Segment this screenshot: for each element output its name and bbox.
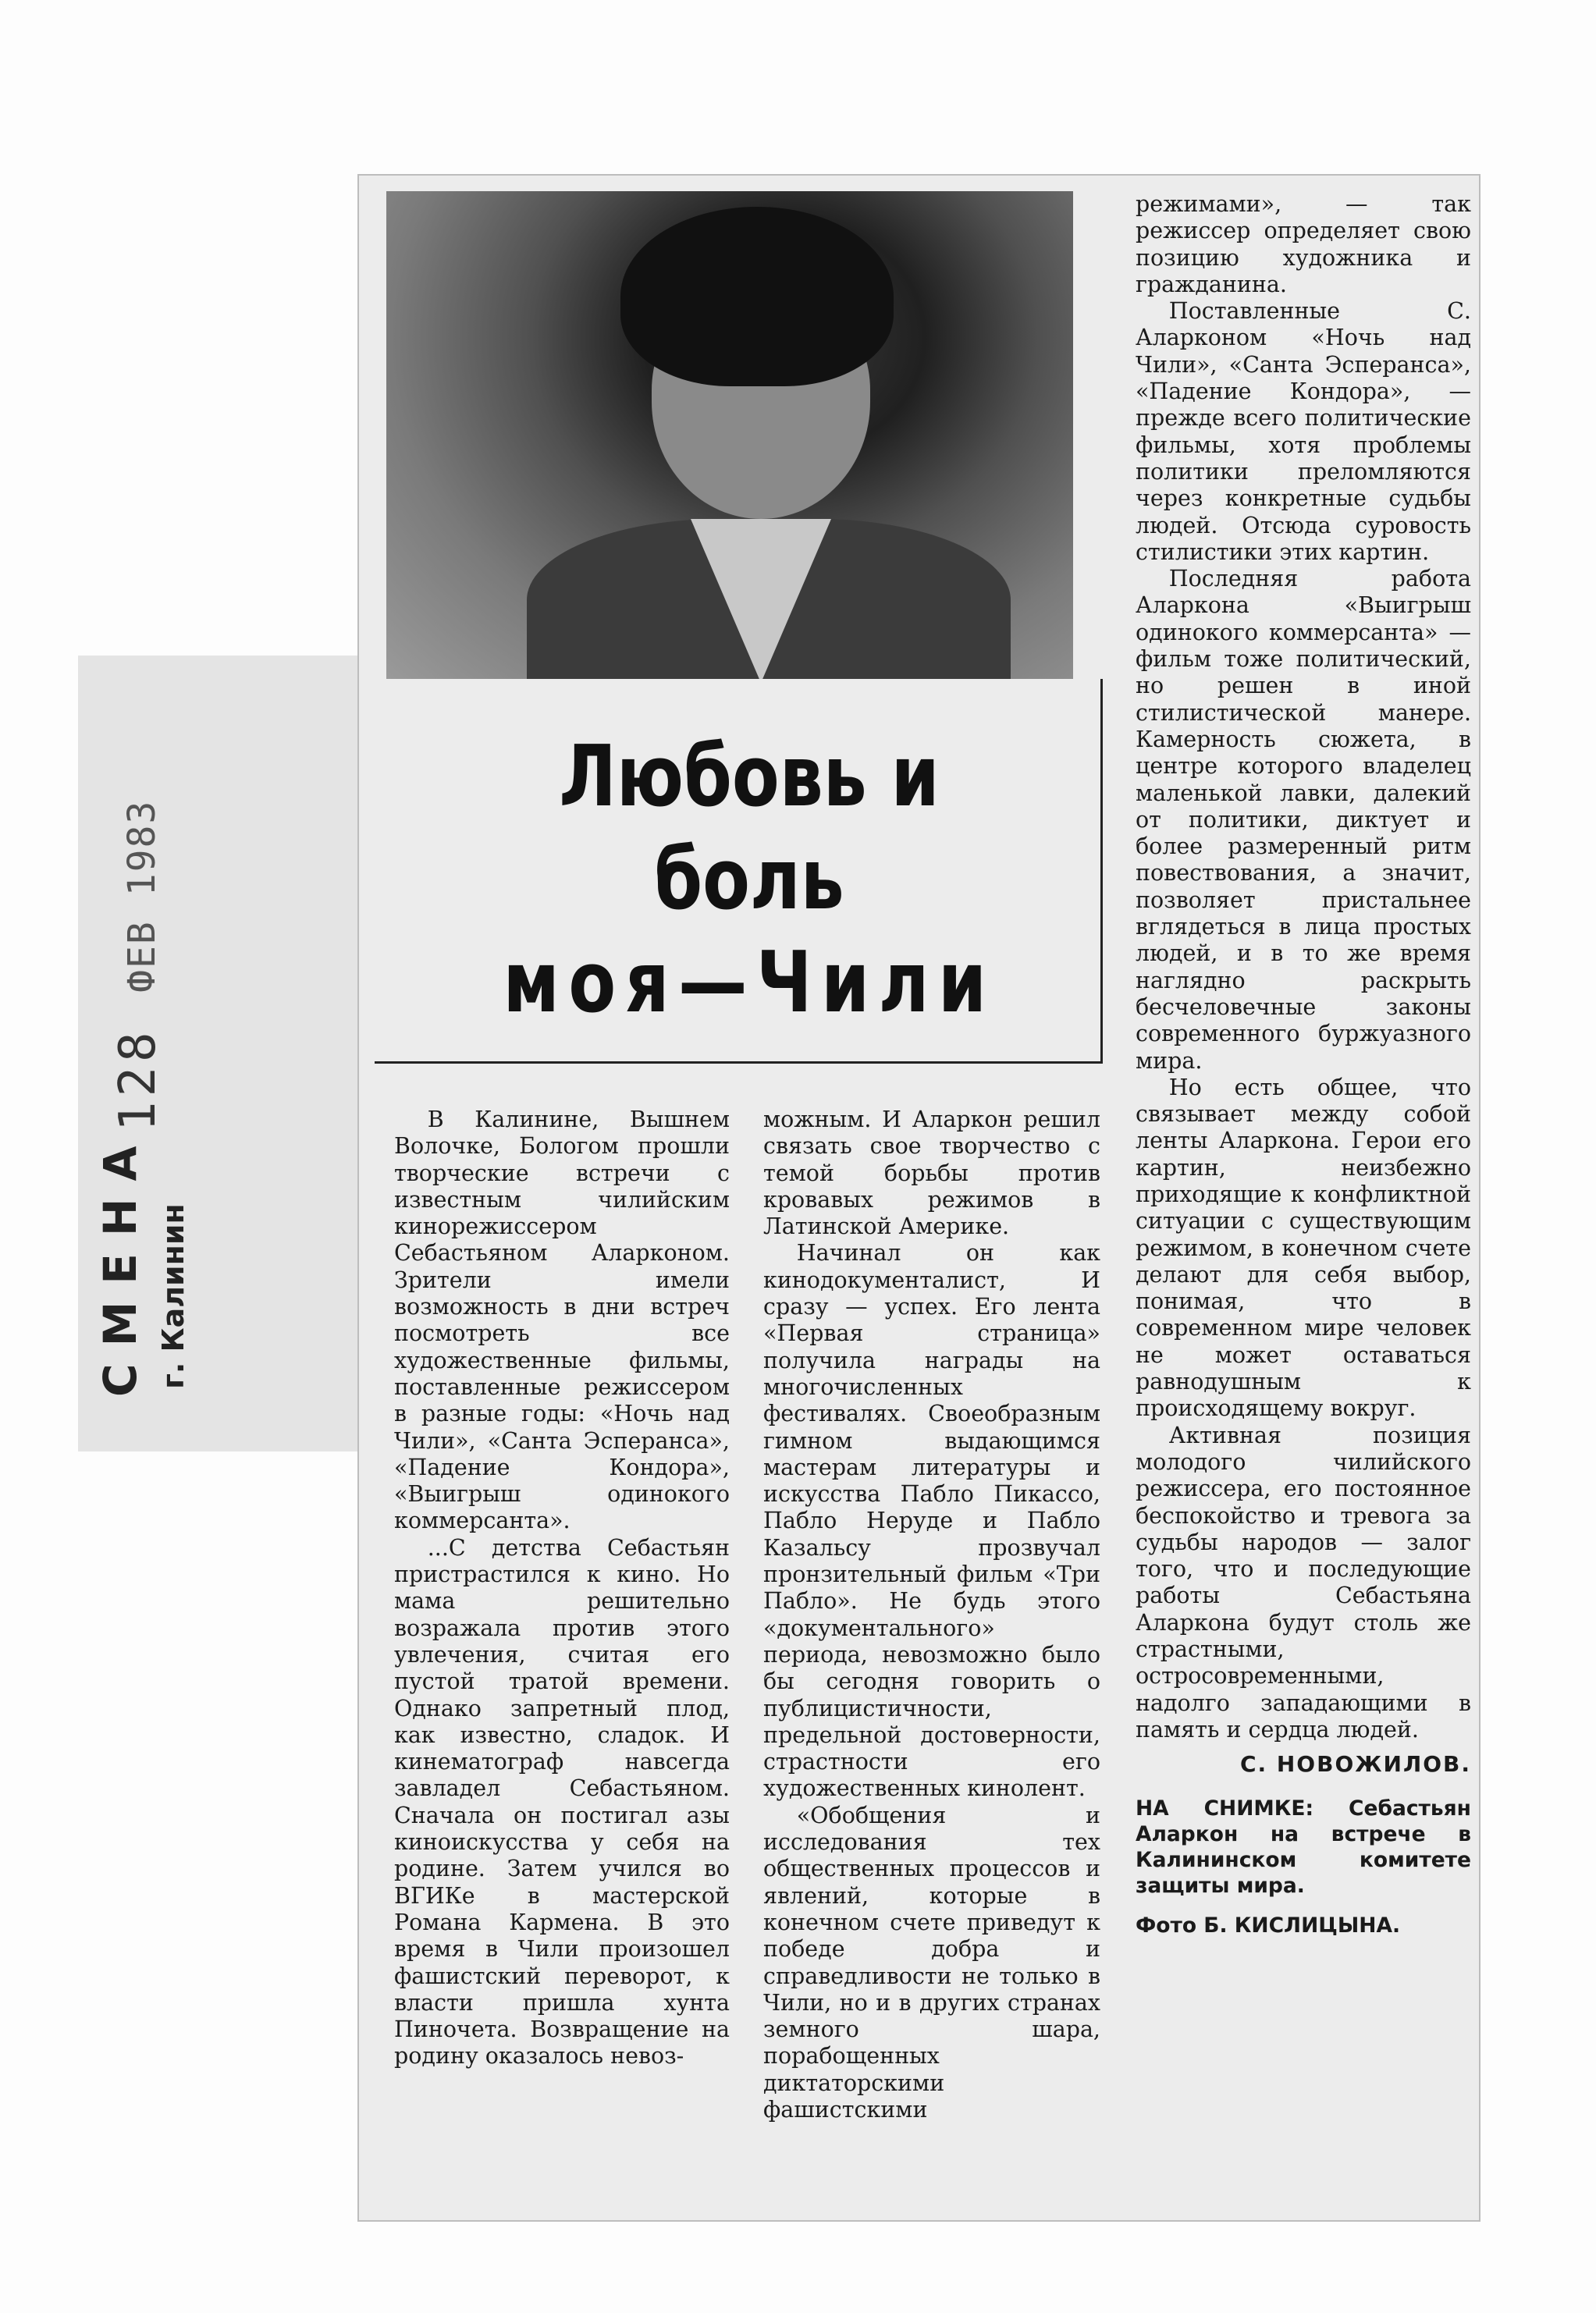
- stamp-newspaper-name: СМЕНА: [94, 1128, 147, 1397]
- paragraph: «Обобщения и исследования тех общественных процессов и явлений, которые в конечном счете приведут к победе добра и справедливости не только в Чили, но и в других странах земного шара, порабощенных диктаторскими фашистскими: [763, 1802, 1100, 2123]
- newspaper-stamp: [94, 616, 297, 1397]
- paragraph: Но есть общее, что связывает между собой ленты Аларкона. Герои его картин, неизбежно приходящие к конфликтной ситуации с существующим режимом, в конечном счете делают для себя выбор, понимая, что в современном мире человек не может оставаться равнодушным к происходящему вокруг.: [1136, 1074, 1471, 1422]
- headline-line-1: Любовь и боль: [559, 728, 940, 929]
- paragraph: В Калинине, Вышнем Волочке, Бологом прошли творческие встречи с известным чилийским кинорежиссером Себастьяном Аларконом. Зрители имели возможность в дни встреч посмотреть все художественные фильмы, поставленные режиссером в разные годы: «Ночь над Чили», «Санта Эсперанса», «Падение Кондора», «Выигрыш одинокого коммерсанта».: [394, 1107, 730, 1534]
- paragraph: Поставленные С. Аларконом «Ночь над Чили», «Санта Эсперанса», «Падение Кондора», — прежде всего политические фильмы, хотя проблемы политики преломляются через конкретные судьбы людей. Отсюда суровость стилистики этих картин.: [1136, 298, 1471, 565]
- paragraph: режимами», — так режиссер определяет свою позицию художника и гражданина.: [1136, 191, 1471, 297]
- photo-caption: НА СНИМКЕ: Себастьян Аларкон на встрече в Калининском комитете защиты мира.: [1136, 1796, 1471, 1898]
- stamp-day: 128: [109, 1027, 167, 1132]
- article-column-2: [763, 1107, 1100, 2123]
- photo-hair: [620, 207, 894, 386]
- headline-line-2: моя—Чили: [503, 933, 996, 1032]
- headline: [467, 726, 1031, 1034]
- photo-credit: Фото Б. КИСЛИЦЫНА.: [1136, 1913, 1401, 1938]
- article-column-3: [1136, 191, 1471, 1939]
- author-signature: С. НОВОЖИЛОВ.: [1239, 1751, 1471, 1778]
- stamp-city: г. Калинин: [156, 1203, 190, 1389]
- paragraph: Активная позиция молодого чилийского режиссера, его постоянное беспокойство и тревога за судьбы народов — залог того, что и последующие работы Себастьяна Аларкона будут столь же страстными, остросовременными, надолго западающими в память и сердца людей.: [1136, 1422, 1471, 1743]
- paragraph: ...С детства Себастьян пристрастился к кино. Но мама решительно возражала против этого увлечения, считая его пустой тратой времени. Однако запретный плод, как известно, сладок. И кинематограф навсегда завладел Себастьяном. Сначала он постигал азы киноискусства у себя на родине. Затем учился во ВГИКе в мастерской Романа Кармена. В это время в Чили произошел фашистский переворот, к власти пришла хунта Пиночета. Возвращение на родину оказалось невоз-: [394, 1534, 730, 2070]
- stamp-date: [109, 800, 167, 1132]
- paragraph: можным. И Аларкон решил связать свое творчество с темой борьбы против кровавых режимов в Латинской Америке.: [763, 1107, 1100, 1240]
- article-column-1: [394, 1107, 730, 2070]
- paragraph: Последняя работа Аларкона «Выигрыш одинокого коммерсанта» — фильм тоже политический, но решен в иной стилистической манере. Камерность сюжета, в центре которого владелец маленькой лавки, далекий от политики, диктует и более размеренный ритм повествования, а значит, позволяет пристальнее вглядеться в лица простых людей, и в то же время наглядно раскрыть бесчеловечные законы современного буржуазного мира.: [1136, 566, 1471, 1074]
- portrait-photo: [386, 191, 1073, 679]
- stamp-month-year: ФЕВ 1983: [120, 799, 164, 993]
- paragraph: Начинал он как кинодокументалист, И сразу — успех. Его лента «Первая страница» получила награды на многочисленных фестивалях. Своеобразным гимном выдающимся мастерам литературы и искусства Пабло Пикассо, Пабло Неруде и Пабло Казальсу прозвучал пронзительный фильм «Три Пабло». Не будь этого «документального» периода, невозможно было бы сегодня говорить о публицистичности, предельной достоверности, страстности его художественных кинолент.: [763, 1240, 1100, 1802]
